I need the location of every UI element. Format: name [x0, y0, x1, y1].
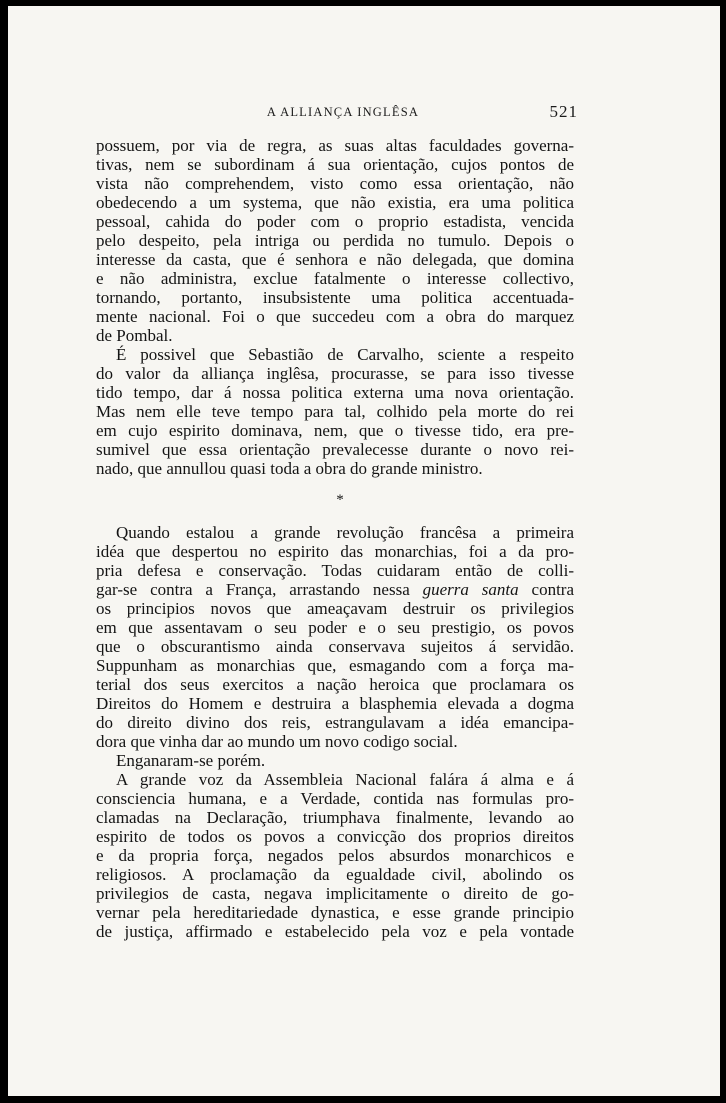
text-line: Enganaram-se porém. — [116, 751, 266, 770]
text-line: em que assentavam o seu poder e o seu prestigio, os povos — [96, 618, 574, 637]
text-line: É possivel que Sebastião de Carvalho, sciente a respeito — [116, 345, 574, 364]
body-text — [96, 136, 574, 941]
section-separator: * — [336, 492, 344, 508]
text-line: em cujo espirito dominava, nem, que o tivesse tido, era pre- — [96, 421, 574, 440]
text-line: privilegios de casta, negava implicitamente o direito de go- — [96, 884, 574, 903]
text-line: do direito divino dos reis, estrangulavam a idéa emancipa- — [96, 713, 574, 732]
text-line: pelo despeito, pela intriga ou perdida no tumulo. Depois o — [96, 231, 574, 250]
text-line: de Pombal. — [96, 326, 173, 345]
text-line: tornando, portanto, insubsistente uma politica accentuada- — [96, 288, 574, 307]
page-number: 521 — [549, 102, 578, 121]
text-line: nado, que annullou quasi toda a obra do grande ministro. — [96, 459, 483, 478]
text-line: A grande voz da Assembleia Nacional falára á alma e á — [116, 770, 574, 789]
running-title: A ALLIANÇA INGLÊSA — [266, 105, 420, 119]
text-line: sumivel que essa orientação prevalecesse durante o novo rei- — [96, 440, 574, 459]
text-line: religiosos. A proclamação da egualdade civil, abolindo os — [96, 865, 574, 884]
text-line: do valor da alliança inglêsa, procurasse, se para isso tivesse — [96, 364, 574, 383]
text-line: pessoal, cahida do poder com o proprio estadista, vencida — [96, 212, 574, 231]
text-line: terial dos seus exercitos a nação heroica que proclamara os — [96, 675, 574, 694]
text-line: obedecendo a um systema, que não existia, era uma politica — [96, 193, 574, 212]
text-line: que o obscurantismo ainda conservava sujeitos á servidão. — [96, 637, 574, 656]
text-line: consciencia humana, e a Verdade, contida nas formulas pro- — [96, 789, 574, 808]
book-page — [8, 6, 720, 1096]
text-segment: contra — [531, 580, 575, 599]
text-line: Direitos do Homem e destruira a blasphemia elevada a dogma — [96, 694, 574, 713]
text-line: vernar pela hereditariedade dynastica, e esse grande principio — [96, 903, 574, 922]
text-line: tivas, nem se subordinam á sua orientação, cujos pontos de — [96, 155, 574, 174]
text-line: tido tempo, dar á nossa politica externa uma nova orientação. — [96, 383, 574, 402]
text-line: espirito de todos os povos a convicção dos proprios direitos — [96, 827, 574, 846]
text-line: Mas nem elle teve tempo para tal, colhido pela morte do rei — [96, 402, 574, 421]
text-line: pria defesa e conservação. Todas cuidaram então de colli- — [96, 561, 574, 580]
text-line: mente nacional. Foi o que succedeu com a obra do marquez — [96, 307, 574, 326]
text-line: e não administra, exclue fatalmente o interesse collectivo, — [96, 269, 574, 288]
text-line: interesse da casta, que é senhora e não delegada, que domina — [96, 250, 574, 269]
page-header — [104, 102, 582, 125]
text-line: e da propria força, negados pelos absurdos monarchicos e — [96, 846, 574, 865]
text-segment: gar-se contra a França, arrastando nessa — [96, 580, 410, 599]
text-line: vista não comprehendem, visto como essa orientação, não — [96, 174, 574, 193]
italic-phrase: guerra santa — [422, 580, 519, 599]
text-line: Quando estalou a grande revolução francêsa a primeira — [116, 523, 574, 542]
text-line: possuem, por via de regra, as suas altas faculdades governa- — [96, 136, 574, 155]
text-line — [96, 580, 574, 599]
text-line: idéa que despertou no espirito das monarchias, foi a da pro- — [96, 542, 574, 561]
text-line: dora que vinha dar ao mundo um novo codigo social. — [96, 732, 458, 751]
text-line: Suppunham as monarchias que, esmagando com a força ma- — [96, 656, 574, 675]
text-line: os principios novos que ameaçavam destruir os privilegios — [96, 599, 574, 618]
text-line: clamadas na Declaração, triumphava finalmente, levando ao — [96, 808, 574, 827]
text-line: de justiça, affirmado e estabelecido pela voz e pela vontade — [96, 922, 574, 941]
